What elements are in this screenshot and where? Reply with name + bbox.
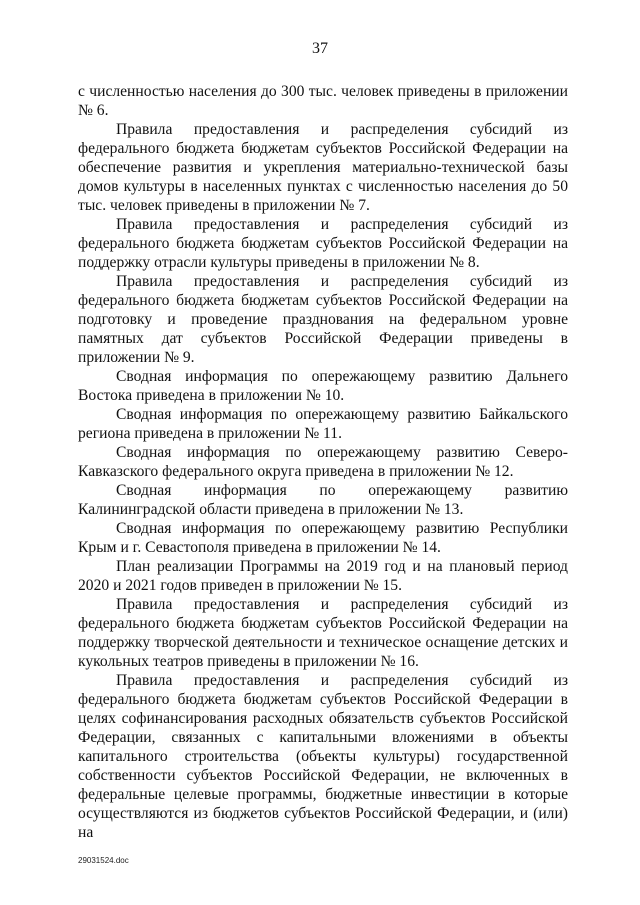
paragraph: Сводная информация по опережающему развитию Республики Крым и г. Севастополя приведена в приложении № 14. [78,520,568,556]
document-body [78,82,568,842]
paragraph: Сводная информация по опережающему развитию Северо-Кавказского федерального округа приведена в приложении № 12. [78,444,568,480]
page-number: 37 [312,40,328,57]
paragraph: Правила предоставления и распределения субсидий из федерального бюджета бюджетам субъектов Российской Федерации на подготовку и проведение празднования на федеральном уровне памятных дат субъектов Российской Федерации приведены в приложении № 9. [78,273,568,366]
paragraph: План реализации Программы на 2019 год и на плановый период 2020 и 2021 годов приведен в приложении № 15. [78,558,568,594]
paragraph: Правила предоставления и распределения субсидий из федерального бюджета бюджетам субъектов Российской Федерации на обеспечение развития и укрепления материально-технической базы домов культуры в населенных пунктах с численностью населения до 50 тыс. человек приведены в приложении № 7. [78,121,568,214]
paragraph: с численностью населения до 300 тыс. человек приведены в приложении № 6. [78,83,568,119]
paragraph: Сводная информация по опережающему развитию Дальнего Востока приведена в приложении № 10. [78,368,568,404]
paragraph: Сводная информация по опережающему развитию Калининградской области приведена в приложении № 13. [78,482,568,518]
paragraph: Сводная информация по опережающему развитию Байкальского региона приведена в приложении № 11. [78,406,568,442]
paragraph: Правила предоставления и распределения субсидий из федерального бюджета бюджетам субъектов Российской Федерации на поддержку отрасли культуры приведены в приложении № 8. [78,216,568,271]
paragraph: Правила предоставления и распределения субсидий из федерального бюджета бюджетам субъектов Российской Федерации на поддержку творческой деятельности и техническое оснащение детских и кукольных театров приведены в приложении № 16. [78,596,568,670]
footer-file-code: 29031524.doc [78,856,129,865]
paragraph: Правила предоставления и распределения субсидий из федерального бюджета бюджетам субъектов Российской Федерации в целях софинансирования расходных обязательств субъектов Российской Федерации, связанных с капитальными вложениями в объекты капитального строительства (объекты культуры) государственной собственности субъектов Российской Федерации, не включенных в федеральные целевые программы, бюджетные инвестиции в которые осуществляются из бюджетов субъектов Российской Федерации, и (или) на [78,672,568,841]
